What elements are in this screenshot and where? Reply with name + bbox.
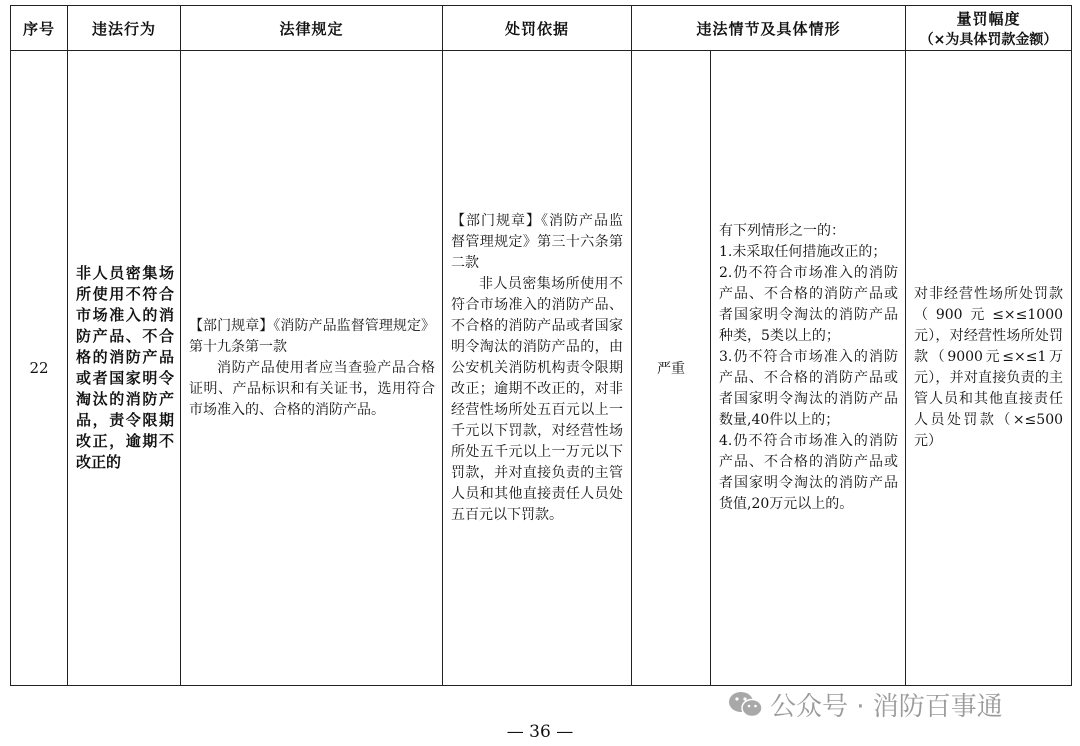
- header-detail: 违法情节及具体情形: [632, 6, 906, 51]
- watermark-text: 公众号 · 消防百事通: [770, 692, 1003, 722]
- basis-title: 【部门规章】《消防产品监督管理规定》第三十六条第二款: [451, 212, 623, 271]
- wechat-logo-icon: [728, 691, 764, 719]
- header-act: 违法行为: [68, 6, 181, 51]
- detail-item: 4.仍不符合市场准入的消防产品、不合格的消防产品或者国家明令淘汰的消防产品货值,20万元以上的。: [719, 433, 899, 512]
- row-number: 22: [11, 51, 68, 686]
- penalty-table: [10, 5, 1072, 686]
- detail-intro: 有下列情形之一的：: [719, 223, 845, 239]
- header-law: 法律规定: [181, 6, 443, 51]
- basis-body: 非人员密集场所使用不符合市场准入的消防产品、不合格的消防产品或者国家明令淘汰的消防产品的，由公安机关消防机构责令限期改正；逾期不改正的，对非经营性场所处五百元以上一千元以下罚款，对经营性场所处五千元以上一万元以下罚款，并对直接负责的主管人员和其他直接责任人员处五百元以下罚款。: [451, 275, 623, 523]
- detail-item: 2.仍不符合市场准入的消防产品、不合格的消防产品或者国家明令淘汰的消防产品种类，5类以上的；: [719, 265, 899, 344]
- watermark: [728, 686, 1003, 723]
- page-number: — 36 —: [506, 722, 574, 742]
- violation-act: 非人员密集场所使用不符合市场准入的消防产品、不合格的消防产品或者国家明令淘汰的消防产品，责令限期改正，逾期不改正的: [68, 51, 181, 686]
- header-basis: 处罚依据: [443, 6, 632, 51]
- penalty-range: 对非经营性场所处罚款（900元≤×≤1000元），对经营性场所处罚款（9000元≤×≤1万元），并对直接负责的主管人员和其他直接责任人员处罚款（×≤500元）: [906, 51, 1072, 686]
- severity-level: 严重: [632, 51, 711, 686]
- table-row: [11, 51, 1072, 686]
- header-range-title: 量罚幅度: [956, 9, 1021, 28]
- table-header-row: [11, 6, 1072, 51]
- detail-item: 1.未采取任何措施改正的；: [719, 244, 887, 260]
- header-range-note: （×为具体罚款金额）: [919, 31, 1058, 48]
- legal-provision: [181, 51, 443, 686]
- specific-circumstances: [711, 51, 906, 686]
- header-range: [906, 6, 1072, 51]
- detail-item: 3.仍不符合市场准入的消防产品、不合格的消防产品或者国家明令淘汰的消防产品数量,40件以上的；: [719, 349, 899, 428]
- law-body: 消防产品使用者应当查验产品合格证明、产品标识和有关证书，选用符合市场准入的、合格的消防产品。: [189, 359, 435, 418]
- penalty-basis: [443, 51, 632, 686]
- law-title: 【部门规章】《消防产品监督管理规定》第十九条第一款: [189, 317, 435, 355]
- header-no: 序号: [11, 6, 68, 51]
